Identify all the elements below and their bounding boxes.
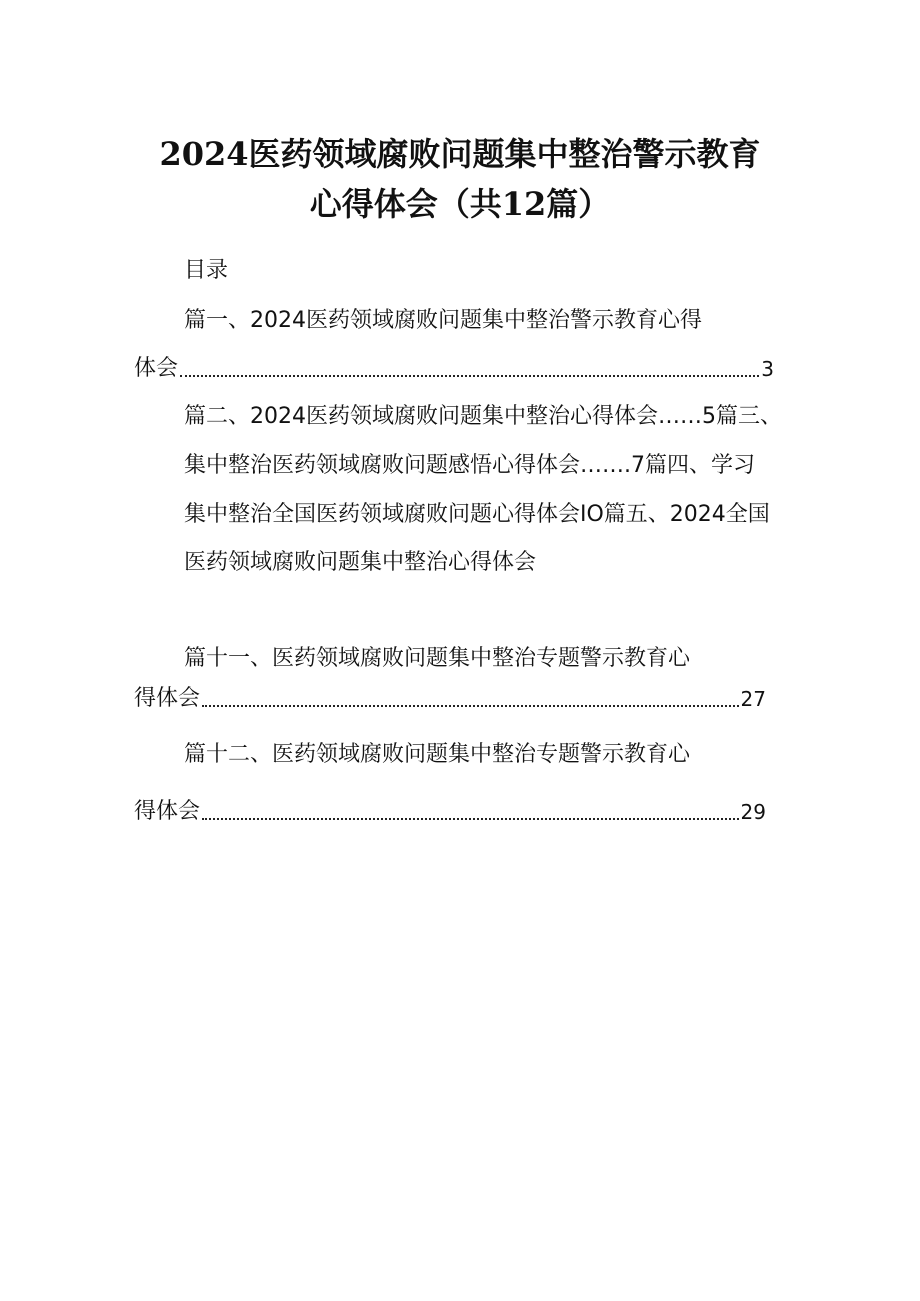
toc-entry-11-line-1[interactable]: 篇十一、医药领域腐败问题集中整治专题警示教育心 [184, 646, 691, 671]
toc-para-line-1[interactable]: 篇二、2024医药领域腐败问题集中整治心得体会……5篇三、 [184, 404, 782, 429]
toc-entry-1-page: 3 [761, 357, 774, 381]
toc-entry-11-line-2: 得体会 [134, 686, 201, 711]
toc-entry-12-page: 29 [740, 800, 766, 824]
toc-heading: 目录 [184, 258, 229, 283]
dot-leader [180, 354, 759, 384]
toc-entry-1-line-2: 体会 [134, 356, 179, 381]
dot-leader [202, 684, 739, 714]
toc-entry-1-leader[interactable] [134, 354, 774, 384]
toc-entry-11-page: 27 [740, 687, 766, 711]
document-title-line-2: 心得体会（共12篇） [309, 185, 611, 223]
toc-entry-1-line-1[interactable]: 篇一、2024医药领域腐败问题集中整治警示教育心得 [184, 308, 702, 333]
document-title-line-1: 2024医药领域腐败问题集中整治警示教育 [159, 135, 761, 173]
toc-entry-11-leader[interactable] [134, 684, 766, 714]
toc-entry-12-leader[interactable] [134, 797, 766, 827]
dot-leader [202, 797, 739, 827]
toc-para-line-4[interactable]: 医药领域腐败问题集中整治心得体会 [184, 550, 537, 575]
toc-entry-12-line-1[interactable]: 篇十二、医药领域腐败问题集中整治专题警示教育心 [184, 742, 691, 767]
toc-para-line-2[interactable]: 集中整治医药领域腐败问题感悟心得体会…….7篇四、学习 [184, 453, 755, 478]
toc-para-line-3[interactable]: 集中整治全国医药领域腐败问题心得体会IO篇五、2024全国 [184, 502, 770, 527]
toc-entry-12-line-2: 得体会 [134, 799, 201, 824]
